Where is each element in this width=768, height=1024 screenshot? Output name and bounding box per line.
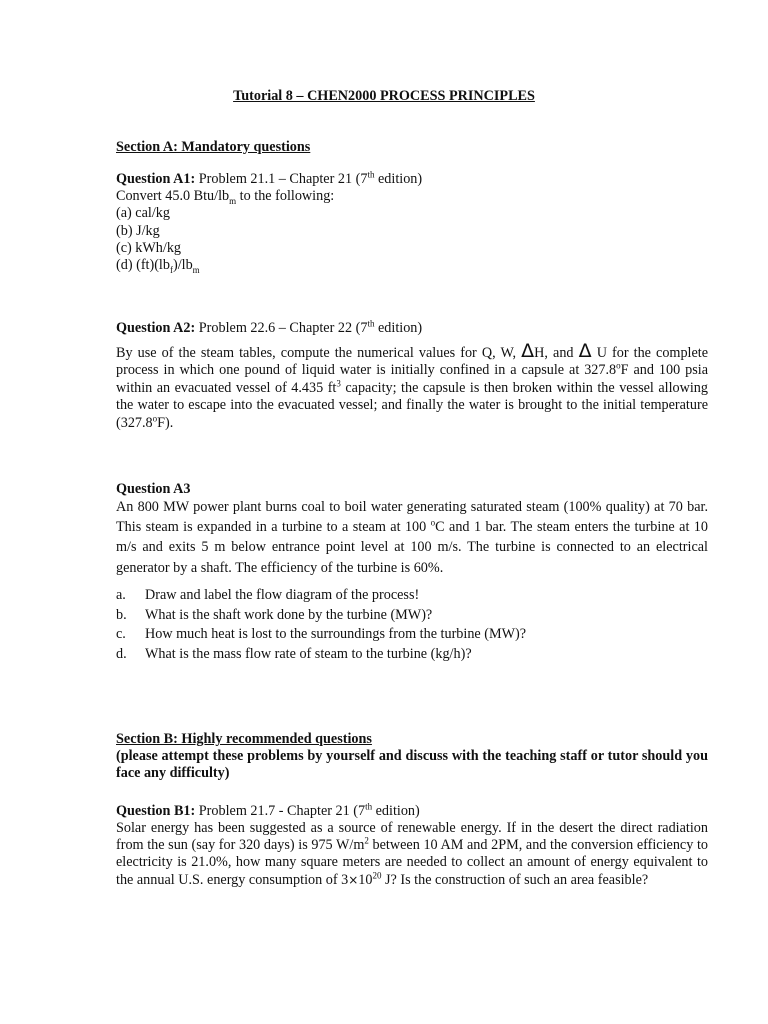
times-symbol: × [348, 872, 359, 887]
section-a-heading-text: Section A: Mandatory questions [116, 139, 311, 155]
square-sup: 2 [364, 835, 369, 846]
list-text: Draw and label the flow diagram of the process! [145, 587, 420, 603]
b1-text-3: J? Is the construction of such an area feasible? [381, 871, 649, 888]
question-a1-label: Question A1: [116, 171, 196, 187]
question-a1-ref-post: edition) [374, 171, 423, 187]
section-a-heading [116, 139, 708, 156]
question-a1-ref: Problem 21.1 – Chapter 21 (7 [195, 171, 368, 187]
question-b1-header [116, 803, 708, 820]
delta-symbol: Δ [521, 340, 535, 362]
question-a2-ref-post: edition) [374, 320, 423, 336]
question-a1-convert [116, 188, 708, 205]
list-marker: a. [116, 587, 126, 603]
convert-sub: m [229, 196, 237, 207]
question-a2-ref-sup: th [367, 318, 375, 329]
question-b1-ref-sup: th [365, 801, 373, 812]
list-text: What is the mass flow rate of steam to the turbine (kg/h)? [145, 645, 472, 662]
b1-text-1: Solar energy has been suggested as a source of renewable energy. If in the desert the direct radiation from the sun (say for 320 days) is 975 W/m [116, 820, 708, 854]
item-d-mid: )/lb [172, 257, 193, 274]
a2-text-6: F). [157, 414, 174, 431]
item-d-sub1: f [169, 264, 173, 275]
list-item [116, 645, 708, 665]
question-a1-ref-sup: th [367, 169, 375, 180]
question-a1-item: (c) kWh/kg [116, 239, 182, 256]
b1-ten: 10 [358, 871, 373, 888]
list-marker: b. [116, 606, 127, 623]
delta-symbol: Δ [578, 340, 592, 362]
section-b-note: (please attempt these problems by yourself and discuss with the teaching staff or tutor should you face any difficulty) [116, 748, 708, 782]
question-a1 [116, 171, 708, 274]
degree-sup: o [430, 517, 436, 528]
question-b1-ref: Problem 21.7 - Chapter 21 (7 [195, 803, 366, 819]
item-d-pre: (d) (ft)(lb [116, 257, 170, 274]
list-text: How much heat is lost to the surroundings from the turbine (MW)? [145, 626, 527, 643]
question-a1-item: (a) cal/kg [116, 205, 170, 222]
list-marker: c. [116, 626, 126, 643]
document-title: Tutorial 8 – CHEN2000 PROCESS PRINCIPLES [233, 88, 535, 104]
b1-text-2: between 10 AM and 2PM, and the conversion efficiency to electricity is 21.0%, how many square meters are needed to collect an amount of energy equivalent to the annual U.S. energy consumption of 3 [116, 837, 708, 888]
a2-text-4: F and 100 psia within an evacuated vessel of 4.435 ft [116, 362, 708, 396]
question-a2-header [116, 320, 708, 337]
cube-sup: 3 [336, 378, 341, 389]
section-b-heading [116, 731, 708, 748]
convert-text: Convert 45.0 Btu/lb [116, 188, 230, 205]
question-a2-body [116, 340, 709, 432]
convert-text-post: to the following: [236, 188, 335, 205]
list-item [116, 625, 708, 645]
list-item [116, 606, 708, 626]
list-marker: d. [116, 645, 127, 662]
degree-sup: o [152, 412, 158, 423]
question-a3-list [116, 586, 708, 664]
question-a3-header [116, 481, 708, 498]
question-a2-ref: Problem 22.6 – Chapter 22 (7 [195, 320, 368, 336]
question-a2-label: Question A2: [116, 320, 196, 336]
section-b-heading-text: Section B: Highly recommended questions [116, 731, 372, 747]
a2-text-3: U for the complete process in which one pound of liquid water is initially confined in a capsule at 327.8 [116, 345, 709, 379]
question-a3-label: Question A3 [116, 481, 191, 497]
a2-text-2: H, and [534, 345, 579, 361]
question-a1-item: (b) J/kg [116, 222, 160, 239]
question-b1-label: Question B1: [116, 803, 196, 819]
question-a1-header [116, 171, 708, 188]
degree-sup: o [616, 360, 621, 371]
a2-text-5: capacity; the capsule is then broken within the vessel allowing the water to escape into the evacuated vessel; and finally the water is brought to the initial temperature (327.8 [116, 379, 708, 431]
item-d-sub2: m [192, 264, 200, 275]
question-a3-body [116, 497, 708, 578]
exponent-sup: 20 [372, 869, 382, 880]
question-b1-body [116, 820, 708, 889]
a3-text-2: C and 1 bar. The steam enters the turbine at 10 m/s and exits 5 m below entrance point level at 100 m/s. The turbine is connected to an electrical generator by a shaft. The efficiency of the turbine is 60%. [116, 519, 708, 576]
a2-text-1: By use of the steam tables, compute the numerical values for Q, W, [116, 345, 522, 361]
a3-text-1: An 800 MW power plant burns coal to boil water generating saturated steam (100% quality) at 70 bar. This steam is expanded in a turbine to a steam at 100 [116, 499, 708, 536]
question-a1-item-d [116, 257, 708, 274]
list-text: What is the shaft work done by the turbine (MW)? [145, 606, 433, 623]
question-b1-ref-post: edition) [372, 803, 420, 819]
list-item [116, 586, 708, 606]
